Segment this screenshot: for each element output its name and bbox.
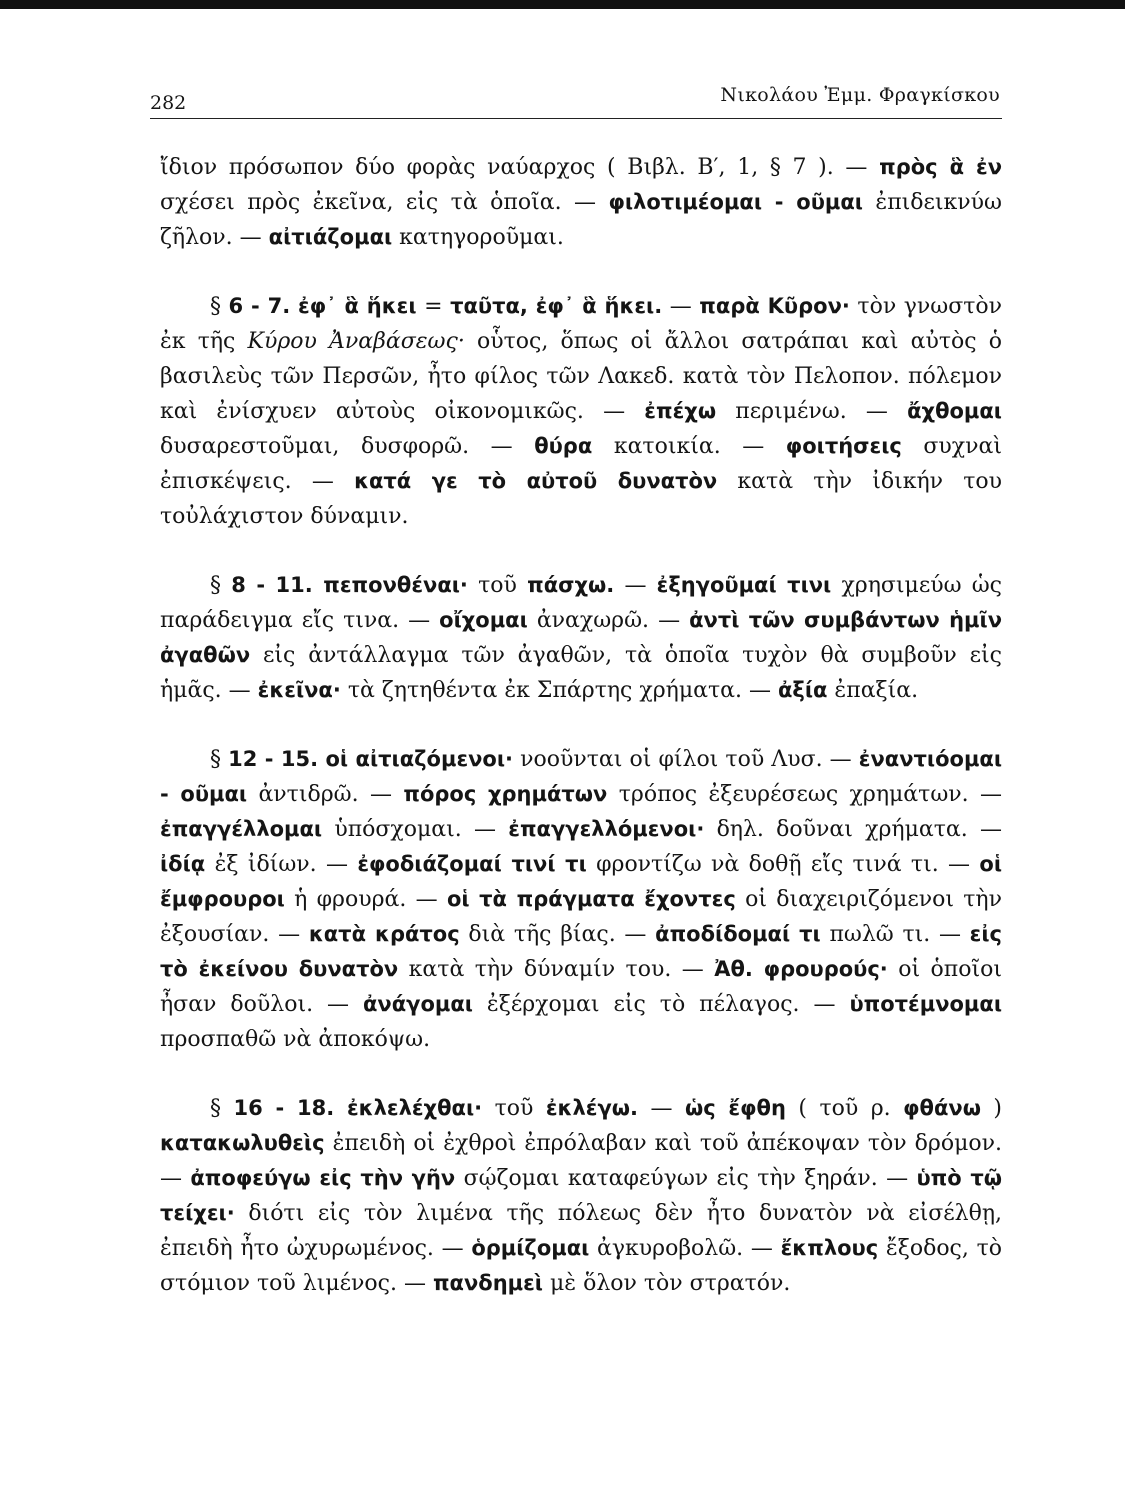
lemma: ἀνάγομαι [362, 992, 473, 1016]
page-number: 282 [150, 92, 187, 114]
gloss-text: φροντίζω νὰ δοθῇ εἴς τινά τι. — [586, 852, 980, 877]
paragraph-section-8-11 [160, 568, 1002, 708]
lemma: φοιτήσεις [785, 434, 902, 458]
gloss-text: εἰς ἀντάλλαγμα τῶν ἀγαθῶν, τὰ ὁποῖα τυχὸν θὰ συμβοῦν εἰς ἡμᾶς. — [160, 643, 1002, 703]
paragraph-continuation [160, 150, 1002, 255]
gloss-text: τοῦ [467, 573, 528, 598]
lemma: ἐπαγγέλλομαι [160, 817, 323, 841]
lemma: πανδημεὶ [432, 1271, 543, 1295]
running-title: Νικολάου Ἐμμ. Φραγκίσκου [720, 84, 1000, 106]
gloss-text: σῴζομαι καταφεύγων εἰς τὴν ξηράν. — [455, 1166, 917, 1191]
lemma: ἐφοδιάζομαί τινί τι [357, 852, 587, 876]
italic-title: Κύρου Ἀναβάσεως· [247, 329, 465, 354]
lemma: ἐκεῖνα· [257, 678, 341, 702]
lemma: ἔκπλους [780, 1236, 879, 1260]
lemma: πρὸς ἃ ἐν [879, 155, 1002, 179]
lemma: φιλοτιμέομαι - οῦμαι [608, 190, 863, 214]
gloss-text: ἐπαξία. [827, 678, 919, 703]
gloss-text: ( τοῦ ρ. [785, 1096, 904, 1121]
lemma: ἐπέχω [644, 399, 717, 423]
gloss-text: κατὰ τὴν δύναμίν του. — [398, 957, 715, 982]
lemma: οἱ ἔμφρουροι [160, 852, 1003, 911]
lemma: κατακωλυθεὶς [160, 1131, 325, 1155]
lemma: ὡς ἔφθη [684, 1096, 786, 1120]
paragraph-section-6-7 [160, 289, 1002, 534]
gloss-text: ) [980, 1096, 1003, 1121]
lemma: οἱ τὰ πράγματα ἔχοντες [446, 887, 736, 911]
gloss-text: § [210, 1096, 234, 1121]
lemma: πάσχω. [527, 573, 615, 597]
lemma: ἀξία [777, 678, 828, 702]
gloss-text: διότι εἰς τὸν λιμένα τῆς πόλεως δὲν ἦτο δυνατὸν νὰ εἰσέλθῃ, ἐπειδὴ ἦτο ὠχυρωμένος. — [160, 1201, 1002, 1261]
lemma: 16 - 18. ἐκλελέχθαι· [233, 1096, 483, 1120]
gloss-text: ἀναχωρῶ. — [527, 608, 690, 633]
gloss-text: πωλῶ τι. — [820, 922, 970, 947]
lemma: ἄχθομαι [907, 399, 1002, 423]
gloss-text: οὗτος, ὅπως οἱ ἄλλοι σατράπαι καὶ αὐτὸς ὁ βασιλεὺς τῶν Περσῶν, ἦτο φίλος τῶν Λακεδ. κατὰ τὸν Πελοπον. πόλεμον καὶ ἐνίσχυεν αὐτοὺς οἰκονομικῶς. — [160, 329, 1002, 424]
gloss-text: κατὰ τὴν ἰδικήν του τοὐλάχιστον δύναμιν. [160, 469, 1002, 529]
lemma: οἴχομαι [439, 608, 528, 632]
gloss-text: κατηγοροῦμαι. [392, 225, 564, 250]
gloss-text: δυσαρεστοῦμαι, δυσφορῶ. — [160, 434, 535, 459]
lemma: θύρα [534, 434, 593, 458]
gloss-text: συχναὶ ἐπισκέψεις. — [160, 434, 1002, 494]
gloss-text: σχέσει πρὸς ἐκεῖνα, εἰς τὰ ὁποῖα. — [160, 190, 609, 215]
gloss-text: μὲ ὅλον τὸν στρατόν. [542, 1271, 791, 1296]
gloss-text: τρόπος ἐξευρέσεως χρημάτων. — [607, 782, 1002, 807]
gloss-text: ἀντιδρῶ. — [247, 782, 404, 807]
gloss-text: τὰ ζητηθέντα ἐκ Σπάρτης χρήματα. — [340, 678, 778, 703]
gloss-text: — [637, 1096, 685, 1121]
lemma: αἰτιάζομαι [268, 225, 393, 249]
commentary-body [160, 150, 1002, 1335]
gloss-text: ἐξέρχομαι εἰς τὸ πέλαγος. — [472, 992, 850, 1017]
gloss-text: § [210, 573, 232, 598]
gloss-text: οἱ διαχειριζόμενοι τὴν ἐξουσίαν. — [160, 887, 1002, 947]
paragraph-section-12-15 [160, 742, 1002, 1057]
gloss-text: οἱ ὁποῖοι ἦσαν δοῦλοι. — [160, 957, 1002, 1017]
lemma: 8 - 11. πεπονθέναι· [231, 573, 468, 597]
gloss-text: ἡ φρουρά. — [284, 887, 447, 912]
gloss-text: — [614, 573, 657, 598]
lemma: ὑποτέμνομαι [849, 992, 1002, 1016]
lemma: Ἀθ. φρουρούς· [714, 957, 888, 981]
gloss-text: κατοικία. — [592, 434, 786, 459]
gloss-text: τὸν γνωστὸν ἐκ τῆς [160, 294, 1002, 354]
paragraph-section-16-18 [160, 1091, 1002, 1301]
lemma: πόρος χρημάτων [403, 782, 608, 806]
gloss-text: ἐπιδεικνύω ζῆλον. — [160, 190, 1002, 250]
lemma: ὑπὸ τῷ τείχει· [160, 1166, 1003, 1225]
gloss-text: ἴδιον πρόσωπον δύο φορὰς ναύαρχος ( Βιβλ. Β′, 1, § 7 ). — [160, 155, 880, 180]
lemma: ὁρμίζομαι [471, 1236, 590, 1260]
gloss-text: ἐπειδὴ οἱ ἐχθροὶ ἐπρόλαβαν καὶ τοῦ ἀπέκοψαν τὸν δρόμον. — [160, 1131, 1002, 1191]
gloss-text: χρησιμεύω ὡς παράδειγμα εἴς τινα. — [160, 573, 1002, 633]
gloss-text: § [210, 747, 229, 772]
lemma: κατά γε τὸ αὐτοῦ δυνατὸν [354, 469, 718, 493]
gloss-text: § [210, 294, 229, 319]
gloss-text: ἔξοδος, τὸ στόμιον τοῦ λιμένος. — [160, 1236, 1002, 1296]
lemma: ταῦτα, ἐφ᾽ ἃ ἥκει. [450, 294, 663, 318]
lemma: ἐκλέγω. [545, 1096, 638, 1120]
gloss-text: = [416, 294, 451, 319]
running-head [150, 84, 1000, 118]
lemma: ἐξηγοῦμαί τινι [656, 573, 832, 597]
lemma: ἀποδίδομαί τι [655, 922, 821, 946]
gloss-text: περιμένω. — [716, 399, 908, 424]
lemma: ἐπαγγελλόμενοι· [508, 817, 705, 841]
gloss-text: διὰ τῆς βίας. — [459, 922, 656, 947]
lemma: 12 - 15. οἱ αἰτιαζόμενοι· [228, 747, 514, 771]
lemma: 6 - 7. ἐφ᾽ ἃ ἥκει [228, 294, 417, 318]
gloss-text: τοῦ [482, 1096, 546, 1121]
gloss-text: προσπαθῶ νὰ ἀποκόψω. [160, 1027, 431, 1052]
lemma: παρὰ Κῦρον· [699, 294, 850, 318]
lemma: κατὰ κράτος [308, 922, 460, 946]
gloss-text: νοοῦνται οἱ φίλοι τοῦ Λυσ. — [513, 747, 859, 772]
scan-top-edge [0, 0, 1125, 9]
lemma: φθάνω [903, 1096, 981, 1120]
lemma: ἰδίᾳ [160, 852, 206, 876]
gloss-text: ἀγκυροβολῶ. — [589, 1236, 781, 1261]
lemma: ἀντὶ τῶν συμβάντων ἡμῖν ἀγαθῶν [160, 608, 1002, 667]
header-rule [150, 118, 1002, 119]
gloss-text: — [662, 294, 700, 319]
gloss-text: ἐξ ἰδίων. — [205, 852, 358, 877]
gloss-text: ὑπόσχομαι. — [322, 817, 509, 842]
lemma: ἀποφεύγω εἰς τὴν γῆν [190, 1166, 456, 1190]
gloss-text: δηλ. δοῦναι χρήματα. — [704, 817, 1002, 842]
lemma: ἐναντιόομαι - οῦμαι [160, 747, 1003, 806]
lemma: εἰς τὸ ἐκείνου δυνατὸν [160, 922, 1002, 981]
